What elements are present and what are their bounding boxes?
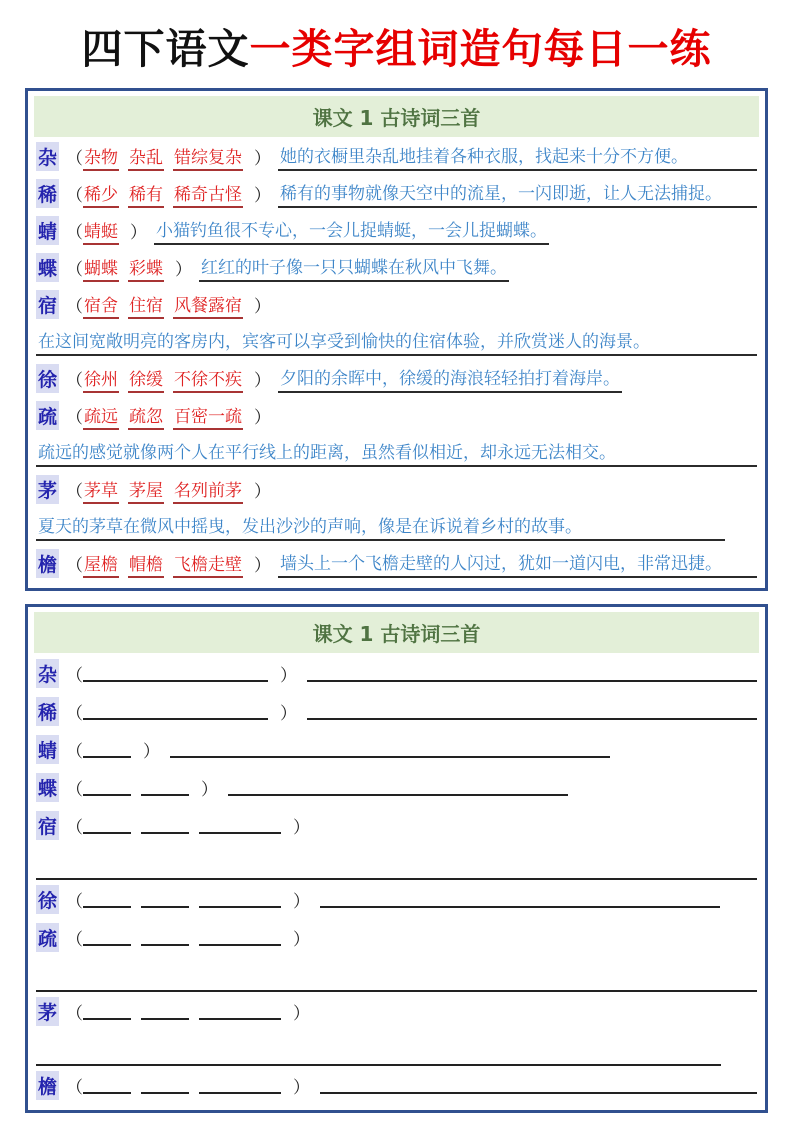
blank-row-mao [36,992,757,1030]
answer-blank [83,703,268,720]
worksheet-blank [25,604,768,1113]
word-row-mao [36,471,757,508]
blank-rows [34,653,759,1104]
vocab-word: 稀少 [83,180,119,208]
paren-close: ） [254,186,272,206]
blank-row-die [36,768,757,806]
vocab-word: 稀有 [128,180,164,208]
answer-blank [199,817,281,834]
target-character: 杂 [36,142,59,171]
answer-blank [141,779,189,796]
answer-blank [83,665,268,682]
target-character: 稀 [36,179,59,208]
paren-close: ） [293,1003,311,1024]
vocab-word: 疏远 [83,402,119,430]
title-main: 一类字组词造句每日一练 [249,25,712,73]
vocab-word: 帽檐 [128,550,164,578]
answer-blank [141,929,189,946]
full-answer-line [36,980,757,992]
target-character: 疏 [36,923,59,952]
paren-open: （ [66,703,84,724]
blank-row-shu [36,918,757,956]
example-sentence: 红红的叶子像一只只蝴蝶在秋风中飞舞。 [199,253,509,282]
vocab-word: 住宿 [128,291,164,319]
example-sentence: 墙头上一个飞檐走壁的人闪过，犹如一道闪电，非常迅捷。 [278,549,757,578]
paren-close: ） [280,665,298,686]
blank-row-za [36,654,757,692]
sentence-line-shu [36,434,757,471]
vocab-word: 茅屋 [128,476,164,504]
paren-close: ） [254,408,272,428]
section-header: 课文 1 古诗词三首 [34,612,759,653]
paren-close: ） [201,779,219,800]
example-sentence: 夕阳的余晖中，徐缓的海浪轻轻拍打着海岸。 [278,364,622,393]
vocab-word: 屋檐 [83,550,119,578]
answer-blank [83,741,131,758]
full-answer-line [36,868,757,880]
vocab-word: 徐州 [83,365,119,393]
vocab-word: 百密一疏 [173,402,243,430]
blank-row-yan [36,1066,757,1104]
answer-line [320,891,720,908]
word-row-die [36,249,757,286]
paren-open: （ [66,408,84,428]
sentence-line-su [36,323,757,360]
answer-line [228,779,568,796]
vocab-word: 飞檐走壁 [173,550,243,578]
word-row-su [36,286,757,323]
paren-close: ） [293,929,311,950]
word-row-qing [36,212,757,249]
paren-close: ） [254,482,272,502]
section-header: 课文 1 古诗词三首 [34,96,759,137]
paren-open: （ [66,741,84,762]
target-character: 蝶 [36,773,59,802]
word-row-yan [36,545,757,582]
paren-close: ） [254,149,272,169]
full-answer-line [36,1054,721,1066]
paren-close: ） [175,260,193,280]
example-sentence: 夏天的茅草在微风中摇曳，发出沙沙的声响，像是在诉说着乡村的故事。 [36,512,725,541]
paren-open: （ [66,929,84,950]
vocab-word: 彩蝶 [128,254,164,282]
paren-open: （ [66,297,84,317]
answer-line [307,665,757,682]
target-character: 蝶 [36,253,59,282]
paren-open: （ [66,223,84,243]
paren-open: （ [66,1077,84,1098]
paren-close: ） [293,1077,311,1098]
vocab-word: 不徐不疾 [173,365,243,393]
vocab-word: 稀奇古怪 [173,180,243,208]
target-character: 疏 [36,401,59,430]
paren-close: ） [254,371,272,391]
paren-open: （ [66,1003,84,1024]
vocab-word: 杂物 [83,143,119,171]
vocab-word: 名列前茅 [173,476,243,504]
target-character: 徐 [36,364,59,393]
example-sentence: 疏远的感觉就像两个人在平行线上的距离，虽然看似相近，却永远无法相交。 [36,438,757,467]
paren-close: ） [293,891,311,912]
blank-row-xi [36,692,757,730]
paren-close: ） [293,817,311,838]
vocab-word: 宿舍 [83,291,119,319]
word-row-shu [36,397,757,434]
target-character: 檐 [36,549,59,578]
vocab-word: 错综复杂 [173,143,243,171]
paren-open: （ [66,817,84,838]
answer-blank [141,891,189,908]
filled-rows [34,137,759,582]
paren-open: （ [66,556,84,576]
answer-blank [83,891,131,908]
sentence-answer-row-shu [36,956,757,992]
sentence-answer-row-mao [36,1030,757,1066]
target-character: 杂 [36,659,59,688]
paren-close: ） [130,223,148,243]
vocab-word: 疏忽 [128,402,164,430]
paren-open: （ [66,779,84,800]
answer-line [170,741,610,758]
word-row-xu [36,360,757,397]
answer-blank [83,1077,131,1094]
vocab-word: 蜻蜓 [83,217,119,245]
answer-blank [199,891,281,908]
target-character: 宿 [36,811,59,840]
paren-open: （ [66,482,84,502]
paren-open: （ [66,260,84,280]
target-character: 稀 [36,697,59,726]
word-row-za [36,138,757,175]
answer-blank [83,817,131,834]
answer-blank [141,817,189,834]
target-character: 蜻 [36,735,59,764]
answer-blank [199,929,281,946]
answer-blank [83,779,131,796]
answer-blank [83,1003,131,1020]
target-character: 茅 [36,997,59,1026]
answer-blank [83,929,131,946]
target-character: 宿 [36,290,59,319]
page-title [0,0,793,75]
paren-open: （ [66,149,84,169]
target-character: 徐 [36,885,59,914]
blank-row-xu [36,880,757,918]
vocab-word: 徐缓 [128,365,164,393]
paren-open: （ [66,371,84,391]
sentence-answer-row-su [36,844,757,880]
answer-blank [141,1077,189,1094]
paren-close: ） [254,556,272,576]
worksheet-filled [25,88,768,591]
paren-open: （ [66,891,84,912]
paren-close: ） [280,703,298,724]
blank-row-qing [36,730,757,768]
example-sentence: 在这间宽敞明亮的客房内，宾客可以享受到愉快的住宿体验，并欣赏迷人的海景。 [36,327,757,356]
answer-line [320,1077,757,1094]
title-prefix: 四下语文 [81,25,250,73]
vocab-word: 风餐露宿 [173,291,243,319]
vocab-word: 蝴蝶 [83,254,119,282]
target-character: 茅 [36,475,59,504]
example-sentence: 小猫钓鱼很不专心，一会儿捉蜻蜓，一会儿捉蝴蝶。 [154,216,549,245]
sentence-line-mao [36,508,757,545]
paren-close: ） [143,741,161,762]
paren-close: ） [254,297,272,317]
answer-blank [141,1003,189,1020]
target-character: 蜻 [36,216,59,245]
paren-open: （ [66,186,84,206]
target-character: 檐 [36,1071,59,1100]
answer-blank [199,1003,281,1020]
example-sentence: 她的衣橱里杂乱地挂着各种衣服，找起来十分不方便。 [278,142,757,171]
vocab-word: 杂乱 [128,143,164,171]
answer-blank [199,1077,281,1094]
paren-open: （ [66,665,84,686]
blank-row-su [36,806,757,844]
answer-line [307,703,757,720]
vocab-word: 茅草 [83,476,119,504]
example-sentence: 稀有的事物就像天空中的流星，一闪即逝，让人无法捕捉。 [278,179,757,208]
word-row-xi [36,175,757,212]
